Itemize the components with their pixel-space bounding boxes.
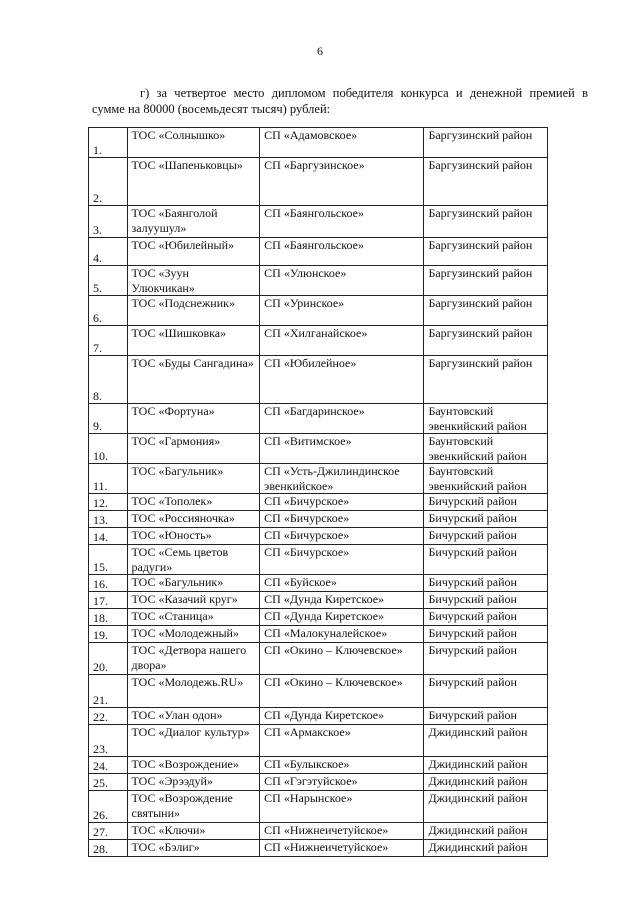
table-row <box>89 823 548 840</box>
settlement-cell: СП «Юбилейное» <box>260 356 424 404</box>
table-row <box>89 609 548 626</box>
tos-name-cell: ТОС «Эрээдуй» <box>127 774 260 791</box>
tos-name-cell: ТОС «Гармония» <box>127 434 260 464</box>
tos-name-cell: ТОС «Ключи» <box>127 823 260 840</box>
row-number-cell: 10. <box>89 434 128 464</box>
settlement-cell: СП «Нарынское» <box>260 791 424 823</box>
table-row <box>89 128 548 158</box>
district-cell: Баргузинский район <box>424 158 548 206</box>
settlement-cell: СП «Хилганайское» <box>260 326 424 356</box>
table-row <box>89 494 548 511</box>
settlement-cell: СП «Булыкское» <box>260 757 424 774</box>
table-row <box>89 575 548 592</box>
table-row <box>89 774 548 791</box>
district-cell: Бичурский район <box>424 528 548 545</box>
district-cell: Джидинский район <box>424 840 548 857</box>
district-cell: Баргузинский район <box>424 356 548 404</box>
tos-name-cell: ТОС «Улан одон» <box>127 708 260 725</box>
settlement-cell: СП «Витимское» <box>260 434 424 464</box>
table-row <box>89 434 548 464</box>
settlement-cell: СП «Дунда Киретское» <box>260 592 424 609</box>
row-number-cell: 9. <box>89 404 128 434</box>
table-row <box>89 840 548 857</box>
settlement-cell: СП «Окино – Ключевское» <box>260 643 424 675</box>
table-row <box>89 158 548 206</box>
settlement-cell: СП «Дунда Киретское» <box>260 609 424 626</box>
settlement-cell: СП «Армакское» <box>260 725 424 757</box>
table-row <box>89 356 548 404</box>
row-number-cell: 12. <box>89 494 128 511</box>
tos-name-cell: ТОС «Возрождение» <box>127 757 260 774</box>
settlement-cell: СП «Малокуналейское» <box>260 626 424 643</box>
table-row <box>89 757 548 774</box>
tos-name-cell: ТОС «Казачий круг» <box>127 592 260 609</box>
tos-name-cell: ТОС «Детвора нашего двора» <box>127 643 260 675</box>
district-cell: Баргузинский район <box>424 238 548 266</box>
settlement-cell: СП «Баянгольское» <box>260 238 424 266</box>
district-cell: Джидинский район <box>424 774 548 791</box>
row-number-cell: 2. <box>89 158 128 206</box>
row-number-cell: 7. <box>89 326 128 356</box>
tos-name-cell: ТОС «Багульник» <box>127 464 260 494</box>
table-row <box>89 626 548 643</box>
district-cell: Баргузинский район <box>424 296 548 326</box>
row-number-cell: 23. <box>89 725 128 757</box>
intro-line-2: сумме на 80000 (восемьдесят тысяч) рублей: <box>92 102 331 116</box>
row-number-cell: 5. <box>89 266 128 296</box>
table-row <box>89 464 548 494</box>
table-row <box>89 404 548 434</box>
row-number-cell: 15. <box>89 545 128 575</box>
table-row <box>89 545 548 575</box>
district-cell: Баргузинский район <box>424 128 548 158</box>
district-cell: Джидинский район <box>424 757 548 774</box>
settlement-cell: СП «Нижнеичетуйское» <box>260 840 424 857</box>
district-cell: Джидинский район <box>424 823 548 840</box>
row-number-cell: 11. <box>89 464 128 494</box>
table-row <box>89 708 548 725</box>
settlement-cell: СП «Усть-Джилиндинское эвенкийское» <box>260 464 424 494</box>
tos-name-cell: ТОС «Диалог культур» <box>127 725 260 757</box>
settlement-cell: СП «Багдаринское» <box>260 404 424 434</box>
page-number: 6 <box>317 44 323 58</box>
district-cell: Джидинский район <box>424 725 548 757</box>
district-cell: Бичурский район <box>424 511 548 528</box>
table-row <box>89 592 548 609</box>
row-number-cell: 21. <box>89 675 128 708</box>
winners-table-body <box>89 128 548 857</box>
row-number-cell: 17. <box>89 592 128 609</box>
table-row <box>89 528 548 545</box>
row-number-cell: 14. <box>89 528 128 545</box>
district-cell: Бичурский район <box>424 575 548 592</box>
table-row <box>89 206 548 238</box>
row-number-cell: 27. <box>89 823 128 840</box>
tos-name-cell: ТОС «Молодежь.RU» <box>127 675 260 708</box>
tos-name-cell: ТОС «Багульник» <box>127 575 260 592</box>
settlement-cell: СП «Баргузинское» <box>260 158 424 206</box>
district-cell: Бичурский район <box>424 609 548 626</box>
table-row <box>89 238 548 266</box>
row-number-cell: 16. <box>89 575 128 592</box>
district-cell: Бичурский район <box>424 592 548 609</box>
district-cell: Баунтовский эвенкийский район <box>424 434 548 464</box>
row-number-cell: 25. <box>89 774 128 791</box>
tos-name-cell: ТОС «Фортуна» <box>127 404 260 434</box>
row-number-cell: 18. <box>89 609 128 626</box>
tos-name-cell: ТОС «Зуун Улюкчикан» <box>127 266 260 296</box>
tos-name-cell: ТОС «Подснежник» <box>127 296 260 326</box>
row-number-cell: 19. <box>89 626 128 643</box>
district-cell: Бичурский район <box>424 545 548 575</box>
tos-name-cell: ТОС «Баянголой залуушул» <box>127 206 260 238</box>
settlement-cell: СП «Бичурское» <box>260 511 424 528</box>
tos-name-cell: ТОС «Юность» <box>127 528 260 545</box>
district-cell: Бичурский район <box>424 643 548 675</box>
row-number-cell: 13. <box>89 511 128 528</box>
row-number-cell: 26. <box>89 791 128 823</box>
district-cell: Бичурский район <box>424 494 548 511</box>
table-row <box>89 326 548 356</box>
row-number-cell: 22. <box>89 708 128 725</box>
settlement-cell: СП «Бичурское» <box>260 528 424 545</box>
table-row <box>89 266 548 296</box>
intro-line-1: г) за четвертое место дипломом победителя конкурса и денежной премией в <box>140 86 588 100</box>
tos-name-cell: ТОС «Возрождение святыни» <box>127 791 260 823</box>
settlement-cell: СП «Адамовское» <box>260 128 424 158</box>
table-row <box>89 511 548 528</box>
settlement-cell: СП «Бичурское» <box>260 494 424 511</box>
row-number-cell: 1. <box>89 128 128 158</box>
row-number-cell: 6. <box>89 296 128 326</box>
intro-paragraph <box>92 85 588 117</box>
tos-name-cell: ТОС «Буды Сангадина» <box>127 356 260 404</box>
row-number-cell: 20. <box>89 643 128 675</box>
table-row <box>89 725 548 757</box>
district-cell: Баргузинский район <box>424 206 548 238</box>
settlement-cell: СП «Окино – Ключевское» <box>260 675 424 708</box>
table-row <box>89 643 548 675</box>
tos-name-cell: ТОС «Юбилейный» <box>127 238 260 266</box>
district-cell: Бичурский район <box>424 626 548 643</box>
table-row <box>89 296 548 326</box>
tos-name-cell: ТОС «Солнышко» <box>127 128 260 158</box>
tos-name-cell: ТОС «Тополек» <box>127 494 260 511</box>
settlement-cell: СП «Бичурское» <box>260 545 424 575</box>
district-cell: Джидинский район <box>424 791 548 823</box>
table-row <box>89 675 548 708</box>
district-cell: Бичурский район <box>424 708 548 725</box>
winners-table <box>88 127 548 857</box>
row-number-cell: 3. <box>89 206 128 238</box>
tos-name-cell: ТОС «Шишковка» <box>127 326 260 356</box>
table-row <box>89 791 548 823</box>
district-cell: Баунтовский эвенкийский район <box>424 464 548 494</box>
tos-name-cell: ТОС «Бэлиг» <box>127 840 260 857</box>
row-number-cell: 8. <box>89 356 128 404</box>
district-cell: Баргузинский район <box>424 266 548 296</box>
district-cell: Бичурский район <box>424 675 548 708</box>
settlement-cell: СП «Нижнеичетуйское» <box>260 823 424 840</box>
tos-name-cell: ТОС «Станица» <box>127 609 260 626</box>
row-number-cell: 28. <box>89 840 128 857</box>
settlement-cell: СП «Уринское» <box>260 296 424 326</box>
settlement-cell: СП «Улюнское» <box>260 266 424 296</box>
tos-name-cell: ТОС «Россияночка» <box>127 511 260 528</box>
tos-name-cell: ТОС «Семь цветов радуги» <box>127 545 260 575</box>
tos-name-cell: ТОС «Шапеньковцы» <box>127 158 260 206</box>
settlement-cell: СП «Дунда Киретское» <box>260 708 424 725</box>
district-cell: Баргузинский район <box>424 326 548 356</box>
tos-name-cell: ТОС «Молодежный» <box>127 626 260 643</box>
settlement-cell: СП «Гэгэтуйское» <box>260 774 424 791</box>
settlement-cell: СП «Баянгольское» <box>260 206 424 238</box>
row-number-cell: 24. <box>89 757 128 774</box>
district-cell: Баунтовский эвенкийский район <box>424 404 548 434</box>
row-number-cell: 4. <box>89 238 128 266</box>
settlement-cell: СП «Буйское» <box>260 575 424 592</box>
